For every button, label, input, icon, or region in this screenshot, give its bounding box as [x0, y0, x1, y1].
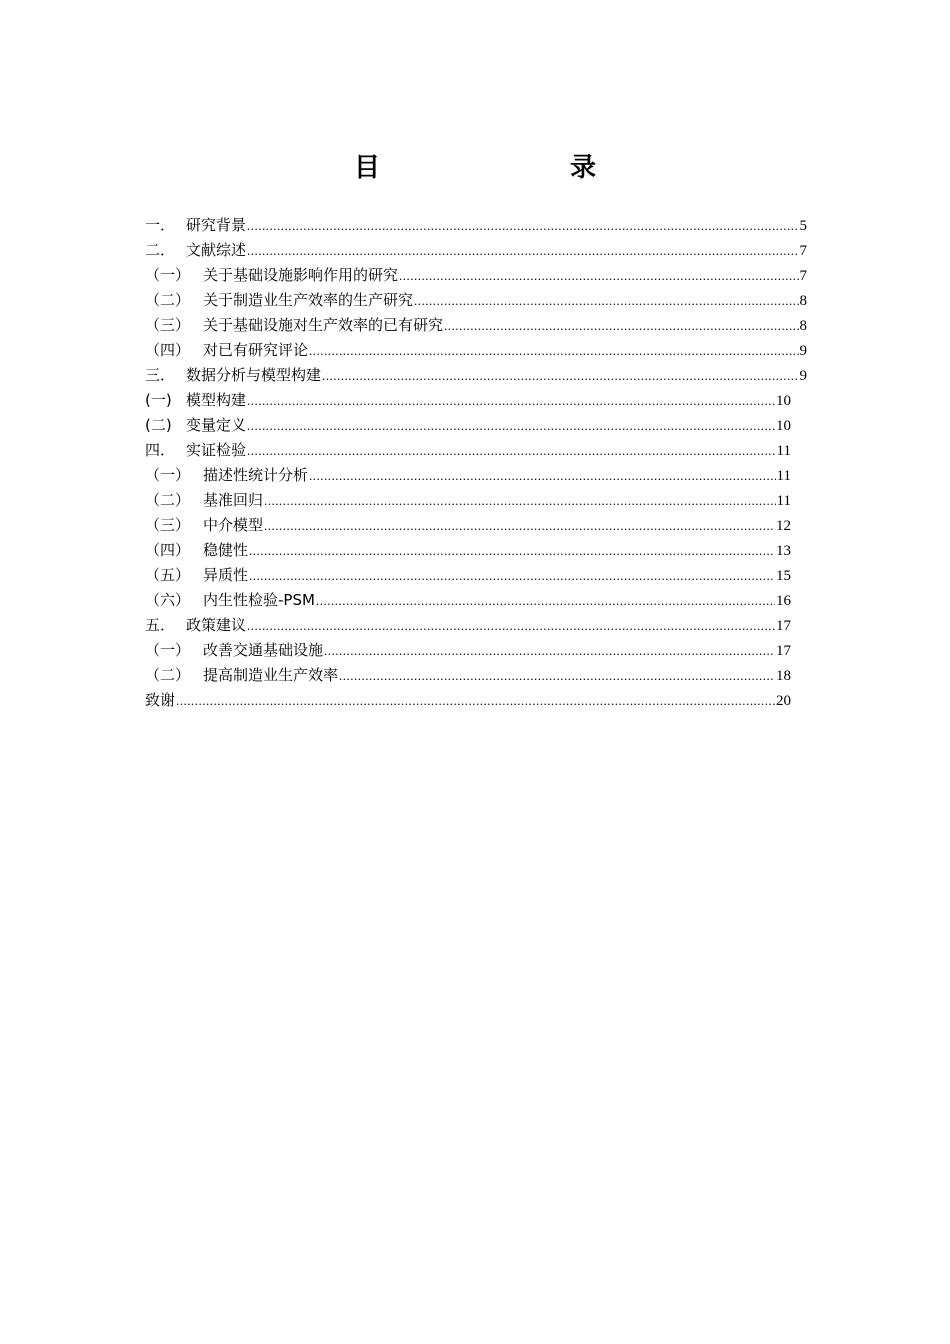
toc-dot-leader: [309, 338, 798, 363]
toc-entry-page: 10: [776, 393, 791, 409]
toc-entry-page: 15: [776, 568, 791, 584]
toc-entry-page: 9: [799, 343, 807, 359]
toc-entry-page: 20: [776, 693, 791, 709]
toc-entry-label: 数据分析与模型构建: [186, 366, 322, 384]
toc-dot-leader: [324, 638, 775, 663]
toc-dot-leader: [249, 563, 775, 588]
toc-entry-page: 9: [799, 368, 807, 384]
toc-entry-label: 内生性检验-PSM: [203, 591, 315, 609]
toc-entry-label: 研究背景: [186, 216, 247, 234]
toc-dot-leader: [247, 238, 798, 263]
toc-entry-endogeneity-psm[interactable]: [145, 588, 791, 613]
toc-dot-leader: [399, 263, 798, 288]
toc-entry-page: 12: [776, 518, 791, 534]
toc-entry-page: 16: [776, 593, 791, 609]
toc-dot-leader: [309, 463, 776, 488]
toc-entry-page: 13: [776, 543, 791, 559]
toc-dot-leader: [444, 313, 798, 338]
toc-dot-leader: [249, 538, 775, 563]
toc-entry-improve-transport[interactable]: [145, 638, 791, 663]
toc-entry-number: （二）: [145, 491, 191, 509]
toc-entry-label: 对已有研究评论: [203, 341, 309, 359]
toc-entry-infrastructure-effects[interactable]: [145, 263, 807, 288]
toc-entry-page: 10: [776, 418, 791, 434]
toc-entry-label: 关于基础设施对生产效率的已有研究: [203, 316, 444, 334]
toc-entry-label: 稳健性: [203, 541, 249, 559]
toc-entry-label: 关于制造业生产效率的生产研究: [203, 291, 414, 309]
toc-dot-leader: [414, 288, 798, 313]
toc-dot-leader: [322, 363, 798, 388]
toc-entry-page: 7: [799, 243, 807, 259]
toc-entry-number: 一．: [145, 216, 176, 234]
toc-entry-label: 政策建议: [186, 616, 247, 634]
toc-entry-label: 实证检验: [186, 441, 247, 459]
toc-entry-literature-review[interactable]: [145, 238, 807, 263]
toc-entry-number: (一): [145, 391, 172, 409]
toc-entry-heterogeneity[interactable]: [145, 563, 791, 588]
toc-dot-leader: [247, 438, 776, 463]
toc-entry-descriptive-statistics[interactable]: [145, 463, 791, 488]
toc-entry-number: （四）: [145, 541, 191, 559]
toc-entry-number: （三）: [145, 316, 191, 334]
toc-entry-empirical-test[interactable]: [145, 438, 791, 463]
toc-entry-number: 五．: [145, 616, 176, 634]
toc-entry-label: 提高制造业生产效率: [203, 666, 339, 684]
toc-dot-leader: [264, 488, 776, 513]
page-title: 目 录: [353, 153, 642, 183]
toc-entry-manufacturing-efficiency[interactable]: [145, 288, 807, 313]
toc-dot-leader: [339, 663, 775, 688]
toc-entry-variable-definition[interactable]: [145, 413, 791, 438]
toc-entry-page: 5: [799, 218, 807, 234]
toc-entry-mediation-model[interactable]: [145, 513, 791, 538]
toc-entry-number: （四）: [145, 341, 191, 359]
toc-entry-page: 11: [776, 468, 791, 484]
toc-entry-label: 致谢: [145, 691, 176, 709]
toc-dot-leader: [176, 688, 775, 713]
toc-entry-number: 四．: [145, 441, 176, 459]
toc-entry-page: 17: [776, 643, 791, 659]
toc-entry-number: （一）: [145, 266, 191, 284]
toc-entry-page: 8: [799, 318, 807, 334]
toc-entry-page: 7: [799, 268, 807, 284]
toc-entry-page: 18: [776, 668, 791, 684]
toc-dot-leader: [247, 388, 775, 413]
toc-entry-data-and-model[interactable]: [145, 363, 807, 388]
toc-entry-number: （一）: [145, 466, 191, 484]
toc-entry-number: （五）: [145, 566, 191, 584]
toc-entry-page: 17: [776, 618, 791, 634]
toc-entry-research-commentary[interactable]: [145, 338, 807, 363]
toc-dot-leader: [316, 588, 775, 613]
toc-entry-label: 关于基础设施影响作用的研究: [203, 266, 399, 284]
toc-entry-number: （三）: [145, 516, 191, 534]
toc-entry-label: 描述性统计分析: [203, 466, 309, 484]
toc-entry-page: 8: [799, 293, 807, 309]
toc-entry-label: 改善交通基础设施: [203, 641, 324, 659]
toc-entry-number: （二）: [145, 666, 191, 684]
table-of-contents: [145, 213, 807, 713]
toc-dot-leader: [247, 213, 798, 238]
toc-entry-research-background[interactable]: [145, 213, 807, 238]
toc-entry-number: （六）: [145, 591, 191, 609]
toc-entry-raise-efficiency[interactable]: [145, 663, 791, 688]
toc-entry-label: 异质性: [203, 566, 249, 584]
toc-entry-number: 二．: [145, 241, 176, 259]
toc-dot-leader: [247, 413, 775, 438]
toc-entry-label: 中介模型: [203, 516, 264, 534]
toc-dot-leader: [247, 613, 775, 638]
toc-entry-acknowledgements[interactable]: [145, 688, 791, 713]
toc-entry-page: 11: [776, 493, 791, 509]
toc-entry-label: 基准回归: [203, 491, 264, 509]
toc-entry-number: （二）: [145, 291, 191, 309]
toc-entry-number: (二): [145, 416, 172, 434]
toc-entry-label: 模型构建: [186, 391, 247, 409]
toc-entry-label: 文献综述: [186, 241, 247, 259]
toc-entry-number: （一）: [145, 641, 191, 659]
toc-entry-page: 11: [776, 443, 791, 459]
toc-entry-label: 变量定义: [186, 416, 247, 434]
toc-entry-baseline-regression[interactable]: [145, 488, 791, 513]
toc-entry-model-construction[interactable]: [145, 388, 791, 413]
toc-entry-infrastructure-on-efficiency[interactable]: [145, 313, 807, 338]
toc-dot-leader: [264, 513, 775, 538]
toc-entry-number: 三．: [145, 366, 176, 384]
toc-entry-robustness[interactable]: [145, 538, 791, 563]
toc-entry-policy-recommendations[interactable]: [145, 613, 791, 638]
